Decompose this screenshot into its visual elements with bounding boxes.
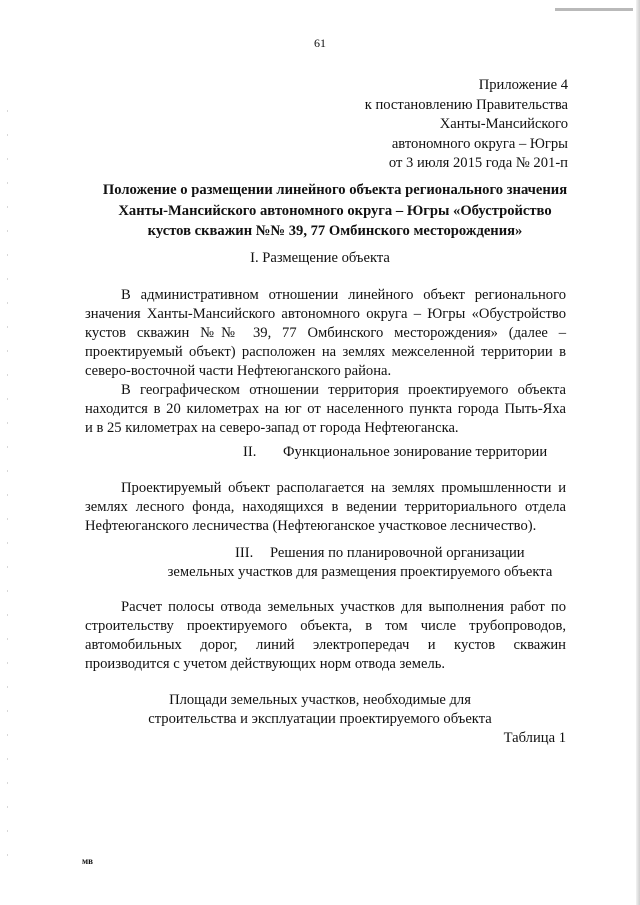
paragraph-line: Проектируемый объект располагается на землях промышленности и <box>121 480 566 496</box>
document-title <box>70 180 600 242</box>
paragraph-line: и в 25 километрах на северо-запад от города Нефтеюганска. <box>85 420 459 436</box>
paragraph-line: Расчет полосы отвода земельных участков для выполнения работ по <box>121 599 566 615</box>
paragraph-line: автомобильных дорог, линий электропередач и кустов скважин <box>85 637 566 653</box>
paragraph-line: значения Ханты-Мансийского автономного округа – Югры «Обустройство <box>85 306 566 322</box>
paragraph-line: строительству проектируемого объекта, в том числе трубопроводов, <box>85 618 566 634</box>
section-2-numeral: II. <box>243 444 257 460</box>
title-line: кустов скважин №№ 39, 77 Омбинского месторождения» <box>147 223 523 240</box>
paragraph-line: В административном отношении линейного объект регионального <box>121 287 566 303</box>
table-label: Таблица 1 <box>503 730 566 746</box>
paragraph-line: кустов скважин №№ 39, 77 Омбинского месторождения» (далее – <box>85 325 566 341</box>
appendix-line: Приложение 4 <box>478 77 568 93</box>
title-line: Положение о размещении линейного объекта регионального значения <box>102 182 568 198</box>
paragraph-line: землях лесного фонда, находящихся в ведении территориального отдела <box>85 499 566 515</box>
footer-mark: мв <box>82 856 93 866</box>
paragraph-line: производится с учетом действующих норм отвода земель. <box>85 656 446 672</box>
section-3-heading-cont: земельных участков для размещения проектируемого объекта <box>167 564 553 580</box>
scan-mark <box>555 8 633 11</box>
section-3-numeral: III. <box>235 545 254 561</box>
appendix-line: Ханты-Мансийского <box>439 116 568 133</box>
page-number: 61 <box>314 36 326 50</box>
paragraph-line: северо-восточной части Нефтеюганского района. <box>85 363 392 379</box>
paragraph-line: Нефтеюганского лесничества (Нефтеюганское участковое лесничество). <box>85 518 537 534</box>
section-3-heading: Решения по планировочной организации <box>270 545 525 561</box>
paragraph-line: В географическом отношении территория проектируемого объекта <box>121 382 566 398</box>
appendix-line: автономного округа – Югры <box>391 135 568 152</box>
paragraph-line: находится в 20 километрах на юг от населенного пункта города Пыть-Яха <box>85 401 566 417</box>
scan-edge <box>636 0 640 905</box>
appendix-line: от 3 июля 2015 года № 201-п <box>388 155 568 172</box>
appendix-block <box>365 76 568 174</box>
table-caption-line: Площади земельных участков, необходимые для <box>169 692 471 708</box>
paragraph-line: проектируемый объект) расположен на землях межселенной территории в <box>85 344 566 360</box>
table-caption-line: строительства и эксплуатации проектируемого объекта <box>148 711 492 727</box>
title-line: Ханты-Мансийского автономного округа – Югры «Обустройство <box>118 202 552 219</box>
section-2-heading: Функциональное зонирование территории <box>283 444 548 460</box>
appendix-line: к постановлению Правительства <box>364 96 568 113</box>
section-1-heading: I. Размещение объекта <box>250 250 390 266</box>
scan-dots <box>7 110 8 870</box>
